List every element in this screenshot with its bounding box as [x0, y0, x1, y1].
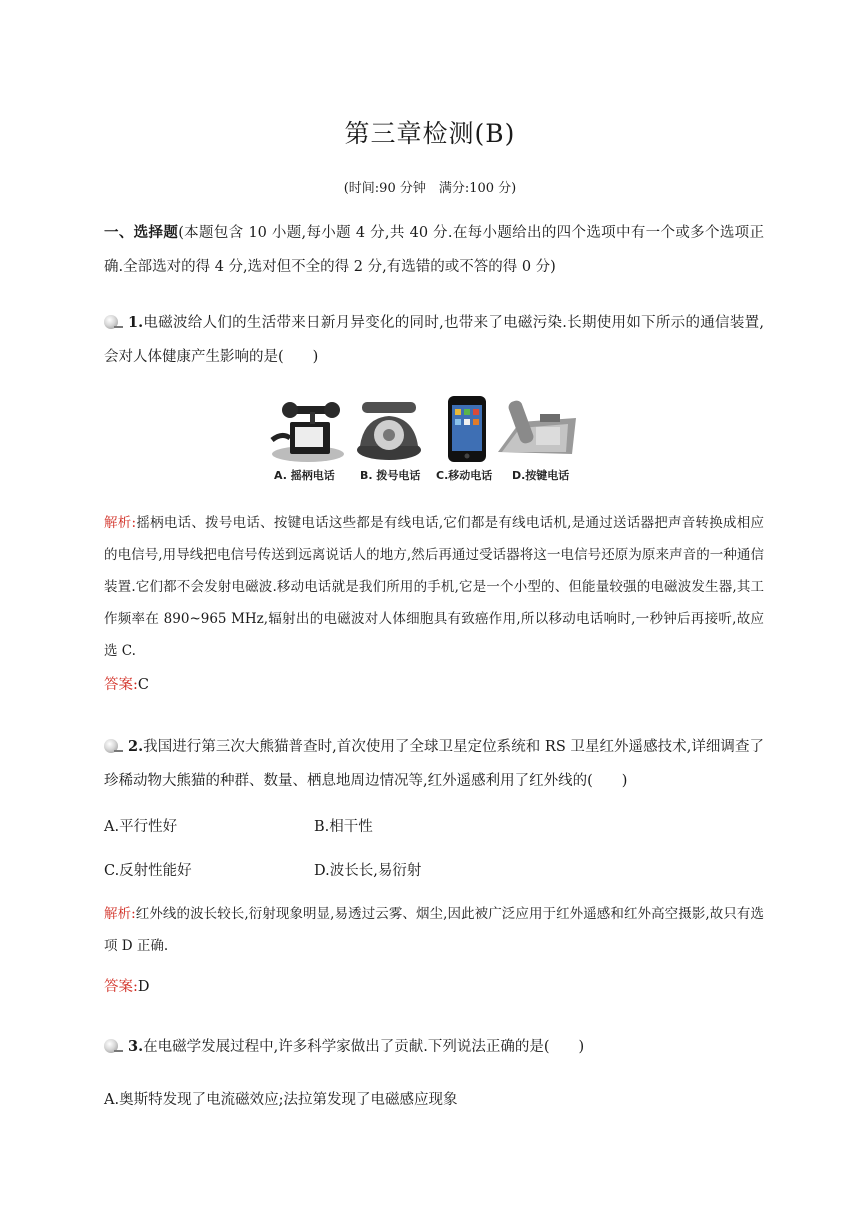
question-text: 我国进行第三次大熊猫普查时,首次使用了全球卫星定位系统和 RS 卫星红外遥感技术,详细调查了珍稀动物大熊猫的种群、数量、栖息地周边情况等,红外遥感利用了红外线的( )	[104, 739, 764, 789]
answer-value: D	[137, 979, 150, 995]
answer-value: C	[137, 677, 149, 693]
question-number: 2.	[128, 738, 144, 755]
exam-info: (时间:90 分钟 满分:100 分)	[343, 181, 517, 196]
question-2	[104, 730, 764, 798]
section-description: (本题包含 10 小题,每小题 4 分,共 40 分.在每小题给出的四个选项中有一个或多个选项正确.全部选对的得 4 分,选对但不全的得 2 分,有选错的或不答的得 0 分)	[104, 225, 765, 275]
option-a: A.奥斯特发现了电流磁效应;法拉第发现了电磁感应现象	[104, 1092, 458, 1108]
analysis-label: 解析:	[104, 906, 136, 922]
figure-caption-b: B. 拨号电话	[360, 469, 421, 482]
figure-caption-d: D.按键电话	[512, 469, 570, 482]
telephones-figure	[268, 392, 580, 492]
mobile-phone-image	[448, 396, 486, 462]
keypad-phone-image	[498, 399, 576, 454]
figure-caption-c: C.移动电话	[436, 469, 493, 482]
section-heading: 一、选择题	[104, 224, 179, 241]
question-text: 在电磁学发展过程中,许多科学家做出了贡献.下列说法正确的是( )	[143, 1039, 585, 1055]
option-d: D.波长长,易衍射	[314, 863, 422, 879]
option-c: C.反射性能好	[104, 863, 192, 879]
analysis-text: 红外线的波长较长,衍射现象明显,易透过云雾、烟尘,因此被广泛应用于红外遥感和红外高空摄影,故只有选项 D 正确.	[104, 906, 764, 954]
section-intro	[104, 216, 764, 284]
question-marker-icon	[104, 315, 124, 329]
question-1-analysis	[104, 507, 764, 667]
analysis-label: 解析:	[104, 515, 137, 531]
page-title: 第三章检测(B)	[344, 119, 516, 148]
answer-label: 答案:	[104, 677, 138, 693]
option-b: B.相干性	[314, 819, 373, 835]
option-a: A.平行性好	[104, 819, 178, 835]
question-2-answer	[104, 970, 764, 1004]
question-1	[104, 306, 764, 374]
rotary-phone-image	[357, 402, 421, 460]
question-number: 3.	[128, 1038, 144, 1055]
question-text: 电磁波给人们的生活带来日新月异变化的同时,也带来了电磁污染.长期使用如下所示的通信装置,会对人体健康产生影响的是( )	[104, 315, 764, 365]
question-1-answer	[104, 668, 764, 702]
question-number: 1.	[128, 314, 144, 331]
answer-label: 答案:	[104, 979, 138, 995]
analysis-text: 摇柄电话、拨号电话、按键电话这些都是有线电话,它们都是有线电话机,是通过送话器把声音转换成相应的电信号,用导线把电信号传送到远离说话人的地方,然后再通过受话器将这一电信号还原为原来声音的一种通信装置.它们都不会发射电磁波.移动电话就是我们所用的手机,它是一个小型的、但能量较强的电磁波发生器,其工作频率在 890~965 MHz,辐射出的电磁波对人体细胞具有致癌作用,所以移动电话响时,一秒钟后再接听,故应选 C.	[104, 515, 764, 659]
question-2-analysis	[104, 898, 764, 962]
question-marker-icon	[104, 739, 124, 753]
figure-caption-a: A. 摇柄电话	[274, 469, 335, 482]
question-marker-icon	[104, 1039, 124, 1053]
question-3	[104, 1030, 764, 1064]
crank-phone-image	[272, 402, 344, 462]
